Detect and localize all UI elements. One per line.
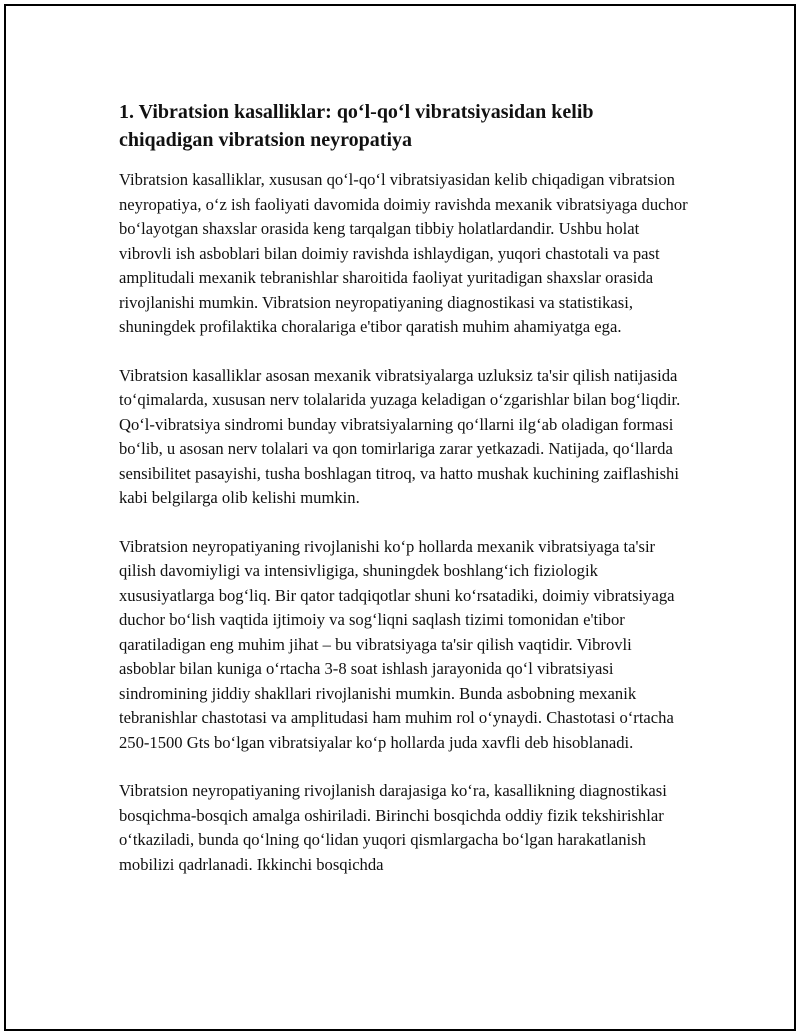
paragraph-2: Vibratsion kasalliklar asosan mexanik vibratsiyalarga uzluksiz ta'sir qilish natijasida to‘qimalarda, xususan nerv tolalarida yuzaga keladigan o‘zgarishlar bilan bog‘liqdir. Qo‘l-vibratsiya sindromi bunday vibratsiyalarning qo‘llarni ilg‘ab oladigan formasi bo‘lib, u asosan nerv tolalari va qon tomirlariga zarar yetkazadi. Natijada, qo‘llarda sensibilitet pasayishi, tusha boshlagan titroq, va hatto mushak kuchining zaiflashishi kabi belgilarga olib kelishi mumkin. bbox=[119, 365, 681, 507]
document-body bbox=[119, 98, 689, 901]
paragraph-3: Vibratsion neyropatiyaning rivojlanishi ko‘p hollarda mexanik vibratsiyaga ta'sir qilish davomiyligi va intensivligiga, shuningdek boshlang‘ich fiziologik xususiyatlarga bog‘liq. Bir qator tadqiqotlar shuni ko‘rsatadiki, doimiy vibratsiyaga duchor bo‘lish vaqtida ijtimoiy va sog‘liqni saqlash tizimi tomonidan e'tibor qaratiladigan eng muhim jihat – bu vibratsiyaga ta'sir qilish vaqtidir. Vibrovli asboblar bilan kuniga o‘rtacha 3-8 soat ishlash jarayonida qo‘l vibratsiyasi sindromining jiddiy shakllari rivojlanishi mumkin. Bunda asbobning mexanik tebranishlar chastotasi va amplitudasi ham muhim rol o‘ynaydi. Chastotasi o‘rtacha 250-1500 Gts bo‘lgan vibratsiyalar ko‘p hollarda juda xavfli deb hisoblanadi. bbox=[119, 536, 675, 752]
paragraph-1: Vibratsion kasalliklar, xususan qo‘l-qo‘l vibratsiyasidan kelib chiqadigan vibratsion neyropatiya, o‘z ish faoliyati davomida doimiy ravishda mexanik vibratsiyaga duchor bo‘layotgan shaxslar orasida keng tarqalgan tibbiy holatlardandir. Ushbu holat vibrovli ish asboblari bilan doimiy ravishda ishlaydigan, yuqori chastotali va past amplitudali mexanik tebranishlar sharoitida faoliyat yuritadigan shaxslar orasida rivojlanishi mumkin. Vibratsion neyropatiyaning diagnostikasi va statistikasi, shuningdek profilaktika choralariga e'tibor qaratish muhim ahamiyatga ega. bbox=[119, 170, 688, 336]
section-heading: 1. Vibratsion kasalliklar: qo‘l-qo‘l vibratsiyasidan kelib chiqadigan vibratsion neyropatiya bbox=[119, 101, 594, 151]
document-page bbox=[4, 4, 796, 1031]
paragraph-4: Vibratsion neyropatiyaning rivojlanish darajasiga ko‘ra, kasallikning diagnostikasi bosqichma-bosqich amalga oshiriladi. Birinchi bosqichda oddiy fizik tekshirishlar o‘tkaziladi, bunda qo‘lning qo‘lidan yuqori qismlargacha bo‘lgan harakatlanish mobilizi qadrlanadi. Ikkinchi bosqichda bbox=[119, 781, 667, 874]
